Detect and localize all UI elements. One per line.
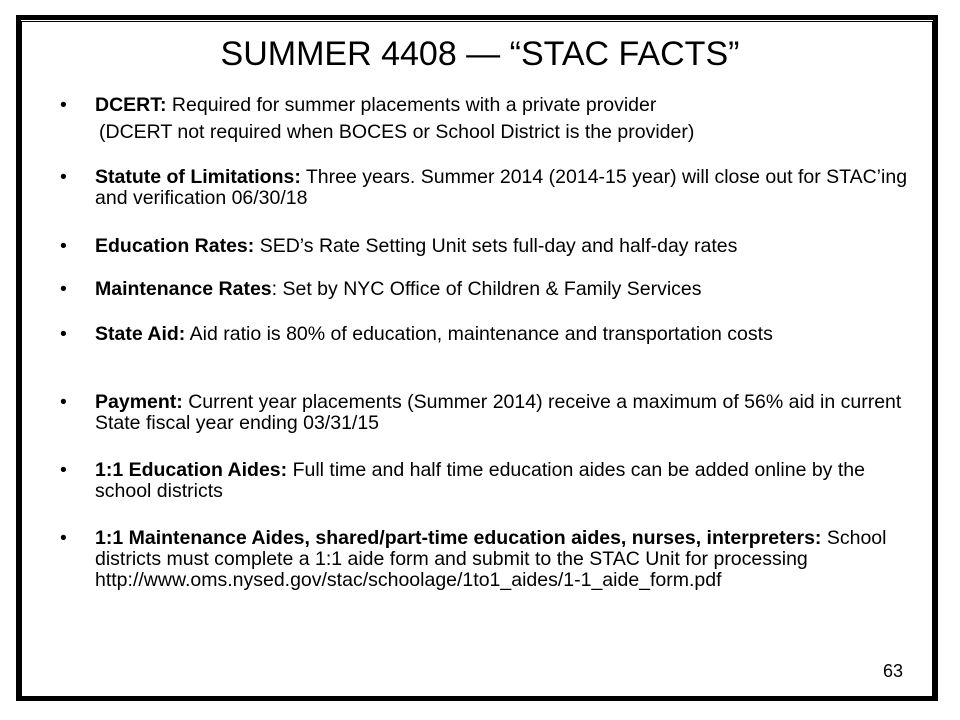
list-item-body: Aid ratio is 80% of education, maintenance and transportation costs bbox=[185, 323, 773, 345]
list-item-label: Maintenance Rates bbox=[95, 278, 272, 300]
list-item-body: Full time and half time education aides can be added online by the school districts bbox=[95, 459, 865, 502]
list-item-body: Current year placements (Summer 2014) receive a maximum of 56% aid in current State fiscal year ending 03/31/15 bbox=[95, 391, 902, 434]
list-item-label: 1:1 Maintenance Aides, shared/part-time education aides, nurses, interpreters: bbox=[95, 527, 822, 549]
list-item-label: 1:1 Education Aides: bbox=[95, 459, 288, 481]
page-number: 63 bbox=[883, 661, 904, 681]
list-item-body: Three years. Summer 2014 (2014-15 year) will close out for STAC’ing and verification 06/30/18 bbox=[95, 166, 908, 209]
bullet-icon: • bbox=[60, 459, 67, 481]
bullet-icon: • bbox=[60, 323, 67, 345]
list-item-text bbox=[95, 167, 910, 209]
list-item-text bbox=[95, 236, 910, 257]
list-item-text bbox=[95, 528, 910, 591]
list-item-text bbox=[95, 95, 910, 116]
list-item-body: : Set by NYC Office of Children & Family Services bbox=[271, 278, 702, 300]
slide-title: SUMMER 4408 — “STAC FACTS” bbox=[220, 35, 740, 73]
list-item-text bbox=[95, 392, 910, 434]
list-item-label: DCERT: bbox=[95, 94, 167, 116]
list-item-text bbox=[95, 279, 910, 300]
aide-form-link[interactable]: http://www.oms.nysed.gov/stac/schoolage/1to1_aides/1-1_aide_form.pdf bbox=[95, 569, 722, 591]
bullet-icon: • bbox=[60, 527, 67, 549]
bullet-icon: • bbox=[60, 391, 67, 413]
bullet-icon: • bbox=[60, 235, 67, 257]
dcert-note: (DCERT not required when BOCES or School District is the provider) bbox=[99, 121, 695, 143]
list-item-label: Statute of Limitations: bbox=[95, 166, 301, 188]
list-item-body: Required for summer placements with a private provider bbox=[166, 94, 657, 116]
list-item-label: Payment: bbox=[95, 391, 183, 413]
list-item-label: State Aid: bbox=[95, 323, 186, 345]
bullet-icon: • bbox=[60, 94, 67, 116]
list-item-text bbox=[95, 460, 910, 502]
list-item-body: SED’s Rate Setting Unit sets full-day and half-day rates bbox=[254, 235, 738, 257]
list-item-text bbox=[95, 324, 910, 345]
list-item-label: Education Rates: bbox=[95, 235, 255, 257]
list-item-body: School districts must complete a 1:1 aide form and submit to the STAC Unit for processing bbox=[95, 527, 887, 570]
bullet-icon: • bbox=[60, 166, 67, 188]
bullet-icon: • bbox=[60, 278, 67, 300]
